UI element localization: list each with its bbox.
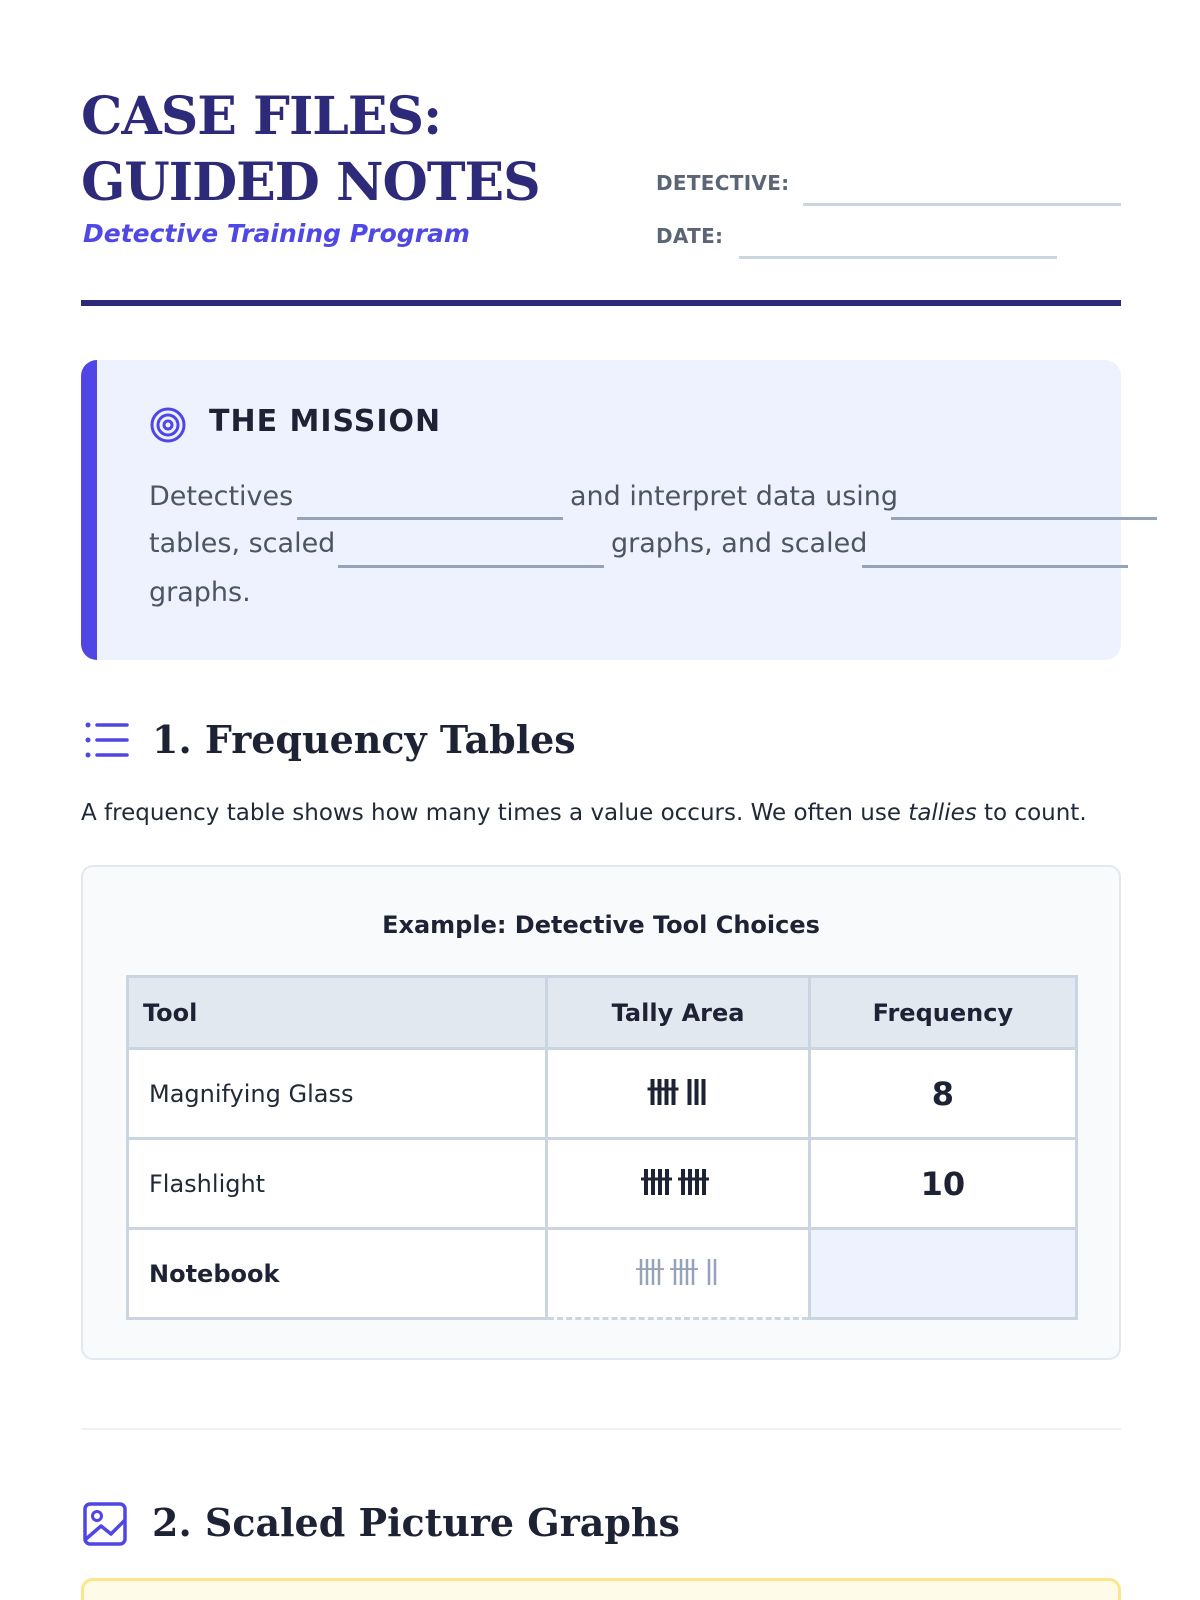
- mission-box: [81, 360, 1121, 660]
- frequency-cell: 10: [809, 1139, 1076, 1229]
- date-label: DATE:: [656, 224, 724, 248]
- tool-cell: Magnifying Glass: [128, 1049, 547, 1139]
- section-1-intro: [81, 800, 1087, 826]
- tally-marks-icon: [608, 1161, 748, 1201]
- mission-text-graphs: graphs, and scaled: [611, 528, 868, 559]
- tool-cell: Flashlight: [128, 1139, 547, 1229]
- frequency-cell: 8: [809, 1049, 1076, 1139]
- column-header-tally: Tally Area: [547, 977, 809, 1049]
- header-divider: [81, 300, 1121, 306]
- image-icon: [83, 1502, 127, 1546]
- table-header-row: [128, 977, 1077, 1049]
- intro-emphasis: tallies: [908, 800, 977, 826]
- mission-blank-4[interactable]: [862, 565, 1128, 568]
- section-2-callout-box: [81, 1578, 1121, 1600]
- example-box: [81, 865, 1121, 1360]
- mission-text-detectives: Detectives: [149, 481, 294, 512]
- mission-blank-3[interactable]: [338, 565, 604, 568]
- table-row: [128, 1229, 1077, 1319]
- tally-cell: [547, 1229, 809, 1319]
- section-2-title: 2. Scaled Picture Graphs: [152, 1500, 680, 1545]
- detective-name-field[interactable]: [803, 203, 1121, 206]
- worksheet-page: [81, 0, 1121, 1600]
- intro-text-before: A frequency table shows how many times a value occurs. We often use: [81, 800, 901, 826]
- tally-marks-icon: [608, 1071, 748, 1111]
- title-line-1: CASE FILES:: [81, 86, 442, 147]
- title-line-2: GUIDED NOTES: [81, 152, 540, 213]
- frequency-answer-field[interactable]: [809, 1229, 1076, 1319]
- intro-text-after: to count.: [984, 800, 1087, 826]
- page-subtitle: Detective Training Program: [83, 219, 470, 248]
- mission-blank-1[interactable]: [297, 517, 563, 520]
- example-title: Example: Detective Tool Choices: [382, 911, 820, 939]
- detective-label: DETECTIVE:: [656, 171, 790, 195]
- table-row: [128, 1049, 1077, 1139]
- frequency-table: [126, 975, 1078, 1320]
- tally-cell: [547, 1049, 809, 1139]
- column-header-frequency: Frequency: [809, 977, 1076, 1049]
- mission-title: THE MISSION: [209, 404, 442, 439]
- section-1-title: 1. Frequency Tables: [152, 717, 576, 762]
- tally-cell: [547, 1139, 809, 1229]
- date-field[interactable]: [739, 256, 1057, 259]
- column-header-tool: Tool: [128, 977, 547, 1049]
- mission-text-interpret: and interpret data using: [570, 481, 899, 512]
- target-icon: [149, 406, 187, 444]
- mission-text-tables: tables, scaled: [149, 528, 336, 559]
- mission-text-end: graphs.: [149, 577, 251, 608]
- table-row: [128, 1139, 1077, 1229]
- list-icon: [83, 720, 129, 760]
- tool-cell: Notebook: [128, 1229, 547, 1319]
- tally-marks-icon: [608, 1251, 748, 1291]
- section-divider: [81, 1428, 1121, 1430]
- mission-blank-2[interactable]: [891, 517, 1157, 520]
- page-title: [81, 84, 540, 216]
